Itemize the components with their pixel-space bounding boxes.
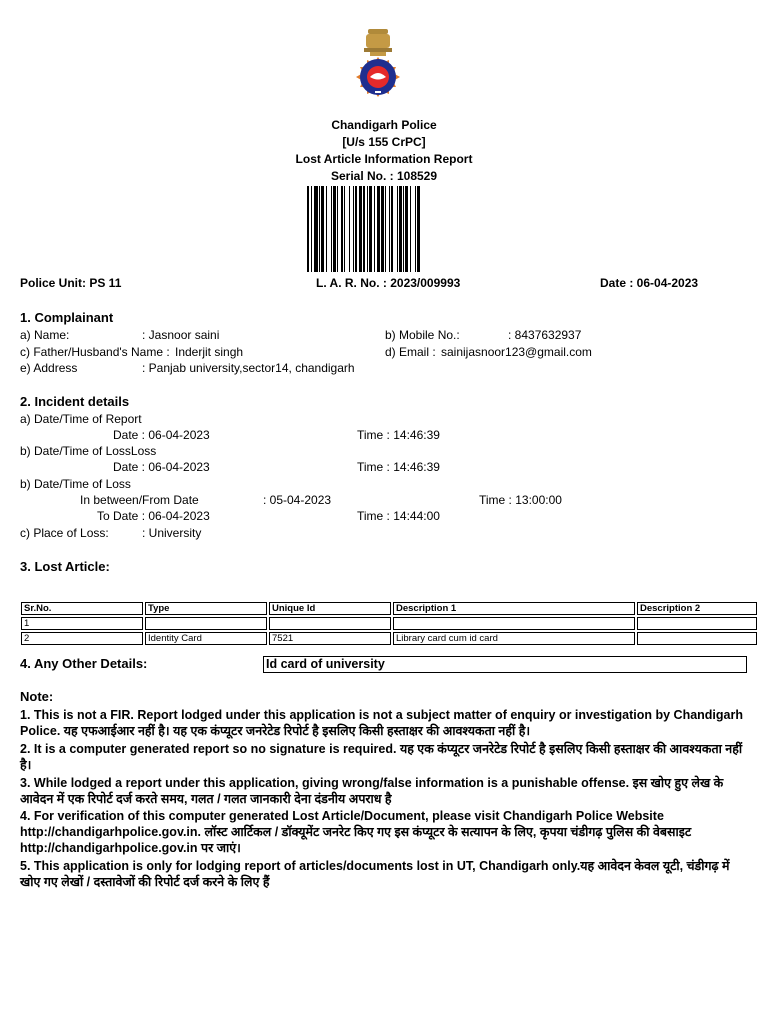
table-cell — [637, 617, 757, 630]
table-cell: 1 — [21, 617, 143, 630]
name-label: a) Name: — [20, 328, 70, 342]
barcode-bar — [405, 186, 407, 272]
barcode-bar — [367, 186, 368, 272]
report-date-value: Date : 06-04-2023 — [113, 428, 210, 442]
lar-number: L. A. R. No. : 2023/009993 — [316, 276, 461, 290]
barcode-bar — [333, 186, 335, 272]
report-label: a) Date/Time of Report — [20, 412, 142, 426]
note-item-3: 3. While lodged a report under this application, giving wrong/false information is a punishable offense. इस खोए हुए लेख के आवेदन में एक रिपोर्ट दर्ज करते समय, गलत / गलत जानकारी देना दंडनीय अपराध है — [20, 776, 724, 806]
barcode-bar — [389, 186, 390, 272]
barcode-bar — [341, 186, 343, 272]
barcode-bar — [337, 186, 338, 272]
barcode-bar — [353, 186, 354, 272]
column-header: Sr.No. — [21, 602, 143, 615]
header-serial: Serial No. : 108529 — [330, 169, 438, 183]
barcode-bar — [403, 186, 404, 272]
header-title: Lost Article Information Report — [295, 152, 473, 166]
note-item-4: 4. For verification of this computer generated Lost Article/Document, please visit Chandigarh Police Website http://chandigarhpolice.gov.in. लॉस्ट आर्टिकल / डॉक्यूमेंट जनरेट किए गए इस कंप्यूटर के सत्यापन के लिए, कृपया चंडीगढ़ पुलिस की वेबसाइट http://chandigarhpolice.gov.in पर जाएं। — [20, 809, 692, 855]
barcode-bar — [344, 186, 345, 272]
lossloss-date-value: Date : 06-04-2023 — [113, 460, 210, 474]
note-item-1: 1. This is not a FIR. Report lodged under this application is not a subject matter of enquiry or investigation by Chandigarh Police. यह एफआईआर नहीं है। यह एक कंप्यूटर जनरेटेड रिपोर्ट है इसलिए किसी हस्ताक्षर की आवश्यकता नहीं है। — [20, 708, 743, 738]
barcode-bar — [385, 186, 386, 272]
barcode-bar — [314, 186, 318, 272]
address-label: e) Address — [20, 361, 78, 375]
loss-label: b) Date/Time of Loss — [20, 477, 131, 491]
note-item-2: 2. It is a computer generated report so no signature is required. यह एक कंप्यूटर जनरेटेड रिपोर्ट है इसलिए किसी हस्ताक्षर की आवश्यकता नहीं है। — [20, 742, 743, 772]
to-date-value: To Date : 06-04-2023 — [97, 509, 210, 523]
barcode-bar — [415, 186, 416, 272]
father-label: c) Father/Husband's Name : — [20, 345, 170, 359]
barcode-bar — [311, 186, 312, 272]
from-label: In between/From Date — [80, 493, 199, 507]
barcode-bar — [410, 186, 411, 272]
barcode-bar — [374, 186, 375, 272]
lossloss-time-value: Time : 14:46:39 — [357, 460, 440, 474]
table-cell: Library card cum id card — [393, 632, 635, 645]
lossloss-label: b) Date/Time of LossLoss — [20, 444, 157, 458]
place-label: c) Place of Loss: — [20, 526, 109, 540]
table-cell — [145, 617, 267, 630]
table-cell — [269, 617, 391, 630]
police-emblem — [346, 27, 410, 119]
email-value: sainijasnoor123@gmail.com — [441, 345, 592, 359]
from-time-value: Time : 13:00:00 — [479, 493, 562, 507]
table-header-row — [21, 602, 757, 615]
column-header: Unique Id — [269, 602, 391, 615]
incident-heading: 2. Incident details — [20, 394, 130, 409]
column-header: Description 2 — [637, 602, 757, 615]
mobile-label: b) Mobile No.: — [385, 328, 460, 342]
lost-article-table — [19, 600, 759, 647]
table-row — [21, 632, 757, 645]
from-date-value: : 05-04-2023 — [263, 493, 332, 507]
barcode-bar — [391, 186, 393, 272]
barcode-bar — [397, 186, 398, 272]
address-value: : Panjab university,sector14, chandigarh — [142, 361, 355, 375]
other-details-heading: 4. Any Other Details: — [20, 656, 148, 671]
report-time-value: Time : 14:46:39 — [357, 428, 440, 442]
barcode-bar — [417, 186, 419, 272]
to-time-value: Time : 14:44:00 — [357, 509, 440, 523]
name-value: : Jasnoor saini — [142, 328, 220, 342]
barcode-bar — [369, 186, 371, 272]
barcode-bar — [399, 186, 401, 272]
column-header: Description 1 — [393, 602, 635, 615]
table-cell: 7521 — [269, 632, 391, 645]
note-heading: Note: — [20, 689, 54, 704]
table-cell: Identity Card — [145, 632, 267, 645]
barcode-bar — [377, 186, 381, 272]
barcode-bar — [349, 186, 350, 272]
complainant-heading: 1. Complainant — [20, 310, 114, 325]
barcode-bar — [319, 186, 320, 272]
barcode-bar — [359, 186, 363, 272]
mobile-value: : 8437632937 — [508, 328, 582, 342]
table-cell — [637, 632, 757, 645]
place-value: : University — [142, 526, 202, 540]
barcode-bar — [363, 186, 364, 272]
table-cell: 2 — [21, 632, 143, 645]
header-org: Chandigarh Police — [331, 118, 437, 132]
email-label: d) Email : — [385, 345, 436, 359]
note-item-5: 5. This application is only for lodging report of articles/documents lost in UT, Chandigarh only.यह आवेदन केवल यूटी, चंडीगढ़ में खोए गए लेखों / दस्तावेजों की रिपोर्ट दर्ज करने के लिए हैं — [20, 859, 730, 889]
emblem-icon — [346, 27, 410, 119]
barcode-bar — [307, 186, 309, 272]
father-value: Inderjit singh — [175, 345, 244, 359]
header-section: [U/s 155 CrPC] — [342, 135, 426, 149]
barcode-bar — [381, 186, 383, 272]
report-date: Date : 06-04-2023 — [600, 276, 699, 290]
barcode-bar — [326, 186, 327, 272]
barcode-bar — [355, 186, 357, 272]
barcode-bar — [331, 186, 332, 272]
column-header: Type — [145, 602, 267, 615]
lost-article-heading: 3. Lost Article: — [20, 559, 110, 574]
table-row — [21, 617, 757, 630]
other-details-value: Id card of university — [263, 656, 747, 673]
barcode-bar — [321, 186, 323, 272]
police-unit: Police Unit: PS 11 — [20, 276, 122, 290]
table-cell — [393, 617, 635, 630]
barcode — [307, 186, 462, 272]
